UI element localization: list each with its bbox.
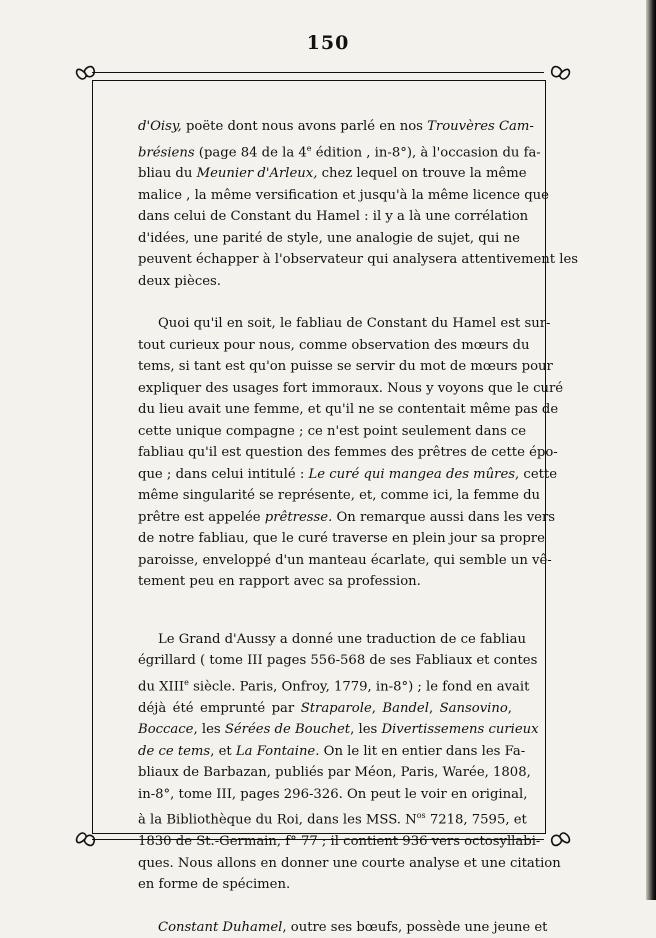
corner-ornament-icon [72, 826, 98, 852]
italic-text: Meunier d'Arleux, [196, 166, 318, 182]
superscript: os [416, 811, 426, 821]
text-line: bliaux de Barbazan, publiés par Méon, Paris, Warée, 1808, [138, 765, 531, 781]
text-line: expliquer des usages fort immoraux. Nous y voyons que le curé [138, 380, 564, 396]
italic-text: Straparole [300, 700, 372, 716]
corner-ornament-icon [548, 826, 574, 852]
paragraph [138, 629, 561, 896]
text-line: peuvent échapper à l'observateur qui analysera attentivement les [138, 252, 579, 268]
paragraph [138, 116, 579, 292]
paragraph [138, 917, 548, 938]
italic-text: Boccace [138, 722, 194, 738]
text-line: tement peu en rapport avec sa profession. [138, 574, 421, 590]
superscript: e [184, 677, 189, 687]
corner-ornament-icon [72, 60, 98, 86]
binding-edge [646, 0, 656, 900]
italic-text: Constant Duhamel [158, 919, 283, 935]
page-number: 150 [306, 32, 350, 54]
text-line: Quoi qu'il en soit, le fabliau de Constant du Hamel est sur- [158, 316, 551, 332]
text-line: brésiens (page 84 de la 4e édition , in-8°), à l'occasion du fa- [138, 143, 541, 160]
italic-text: Sansovino [439, 700, 508, 716]
text-line: cette unique compagne ; ce n'est point seulement dans ce [138, 423, 527, 439]
text-line: malice , la même versification et jusqu'à la même licence que [138, 187, 549, 203]
italic-text: Sérées de Bouchet [224, 722, 351, 738]
text-line: paroisse, enveloppé d'un manteau écarlate, qui semble un vê- [138, 552, 552, 568]
text-line: d'idées, une parité de style, une analogie de sujet, qui ne [138, 230, 520, 246]
text-line: tems, si tant est qu'on puisse se servir du mot de mœurs pour [138, 359, 553, 375]
superscript: e [306, 143, 312, 153]
italic-text: Trouvères Cam- [427, 119, 534, 134]
corner-ornament-icon [548, 60, 574, 86]
italic-text: d'Oisy, [138, 119, 182, 134]
text-line: ques. Nous allons en donner une courte analyse et une citation [138, 855, 561, 871]
top-rule [92, 72, 544, 73]
paragraph [138, 313, 564, 593]
text-line: déjà été emprunté par Straparole, Bandel, Sansovino, [138, 700, 512, 716]
text-line: dans celui de Constant du Hamel : il y a là une corrélation [138, 209, 529, 225]
italic-text: prêtresse. [264, 509, 333, 525]
text-line: en forme de spécimen. [138, 877, 291, 893]
text-line: du XIIIe siècle. Paris, Onfroy, 1779, in-8°) ; le fond en avait [138, 677, 530, 695]
text-line: du lieu avait une femme, et qu'il ne se contentait même pas de [138, 402, 559, 418]
italic-text: brésiens [138, 144, 195, 160]
text-line: de notre fabliau, que le curé traverse en plein jour sa propre [138, 531, 545, 547]
italic-text: Divertissemens curieux [381, 722, 539, 738]
italic-text: La Fontaine. [235, 743, 320, 759]
text-line: que ; dans celui intitulé : Le curé qui mangea des mûres, cette [138, 466, 558, 482]
text-line: égrillard ( tome III pages 556-568 de ses Fabliaux et contes [138, 653, 538, 669]
text-line: deux pièces. [138, 273, 221, 289]
text-line: 1830 de St.-Germain, f° 77 ; il contient 936 vers octosyllabi- [138, 834, 541, 850]
italic-text: de ce tems [138, 743, 211, 759]
text-line: prêtre est appelée prêtresse. On remarque aussi dans les vers [138, 509, 556, 525]
text-line: d'Oisy, poëte dont nous avons parlé en nos Trouvères Cam- [138, 119, 534, 134]
italic-text: Bandel [382, 700, 429, 716]
text-line: tout curieux pour nous, comme observation des mœurs du [138, 337, 530, 353]
text-line: bliau du Meunier d'Arleux, chez lequel on trouve la même [138, 166, 527, 182]
text-line: même singularité se représente, et, comme ici, la femme du [138, 488, 541, 504]
text-line: Boccace, les Sérées de Bouchet, les Divertissemens curieux [138, 722, 539, 738]
text-line: à la Bibliothèque du Roi, dans les MSS. $N^{os}$ 7218, 7595, et [138, 811, 527, 828]
text-line: in-8°, tome III, pages 296-326. On peut le voir en original, [138, 786, 528, 802]
text-line: Le Grand d'Aussy a donné une traduction de ce fabliau [158, 631, 526, 647]
text-line: fabliau qu'il est question des femmes des prêtres de cette épo- [138, 445, 558, 461]
body-text [138, 116, 579, 938]
italic-text: Le curé qui mangea des mûres [308, 466, 516, 482]
text-line: de ce tems, et La Fontaine. On le lit en entier dans les Fa- [138, 743, 526, 759]
text-line: Constant Duhamel, outre ses bœufs, possède une jeune et [158, 919, 548, 935]
